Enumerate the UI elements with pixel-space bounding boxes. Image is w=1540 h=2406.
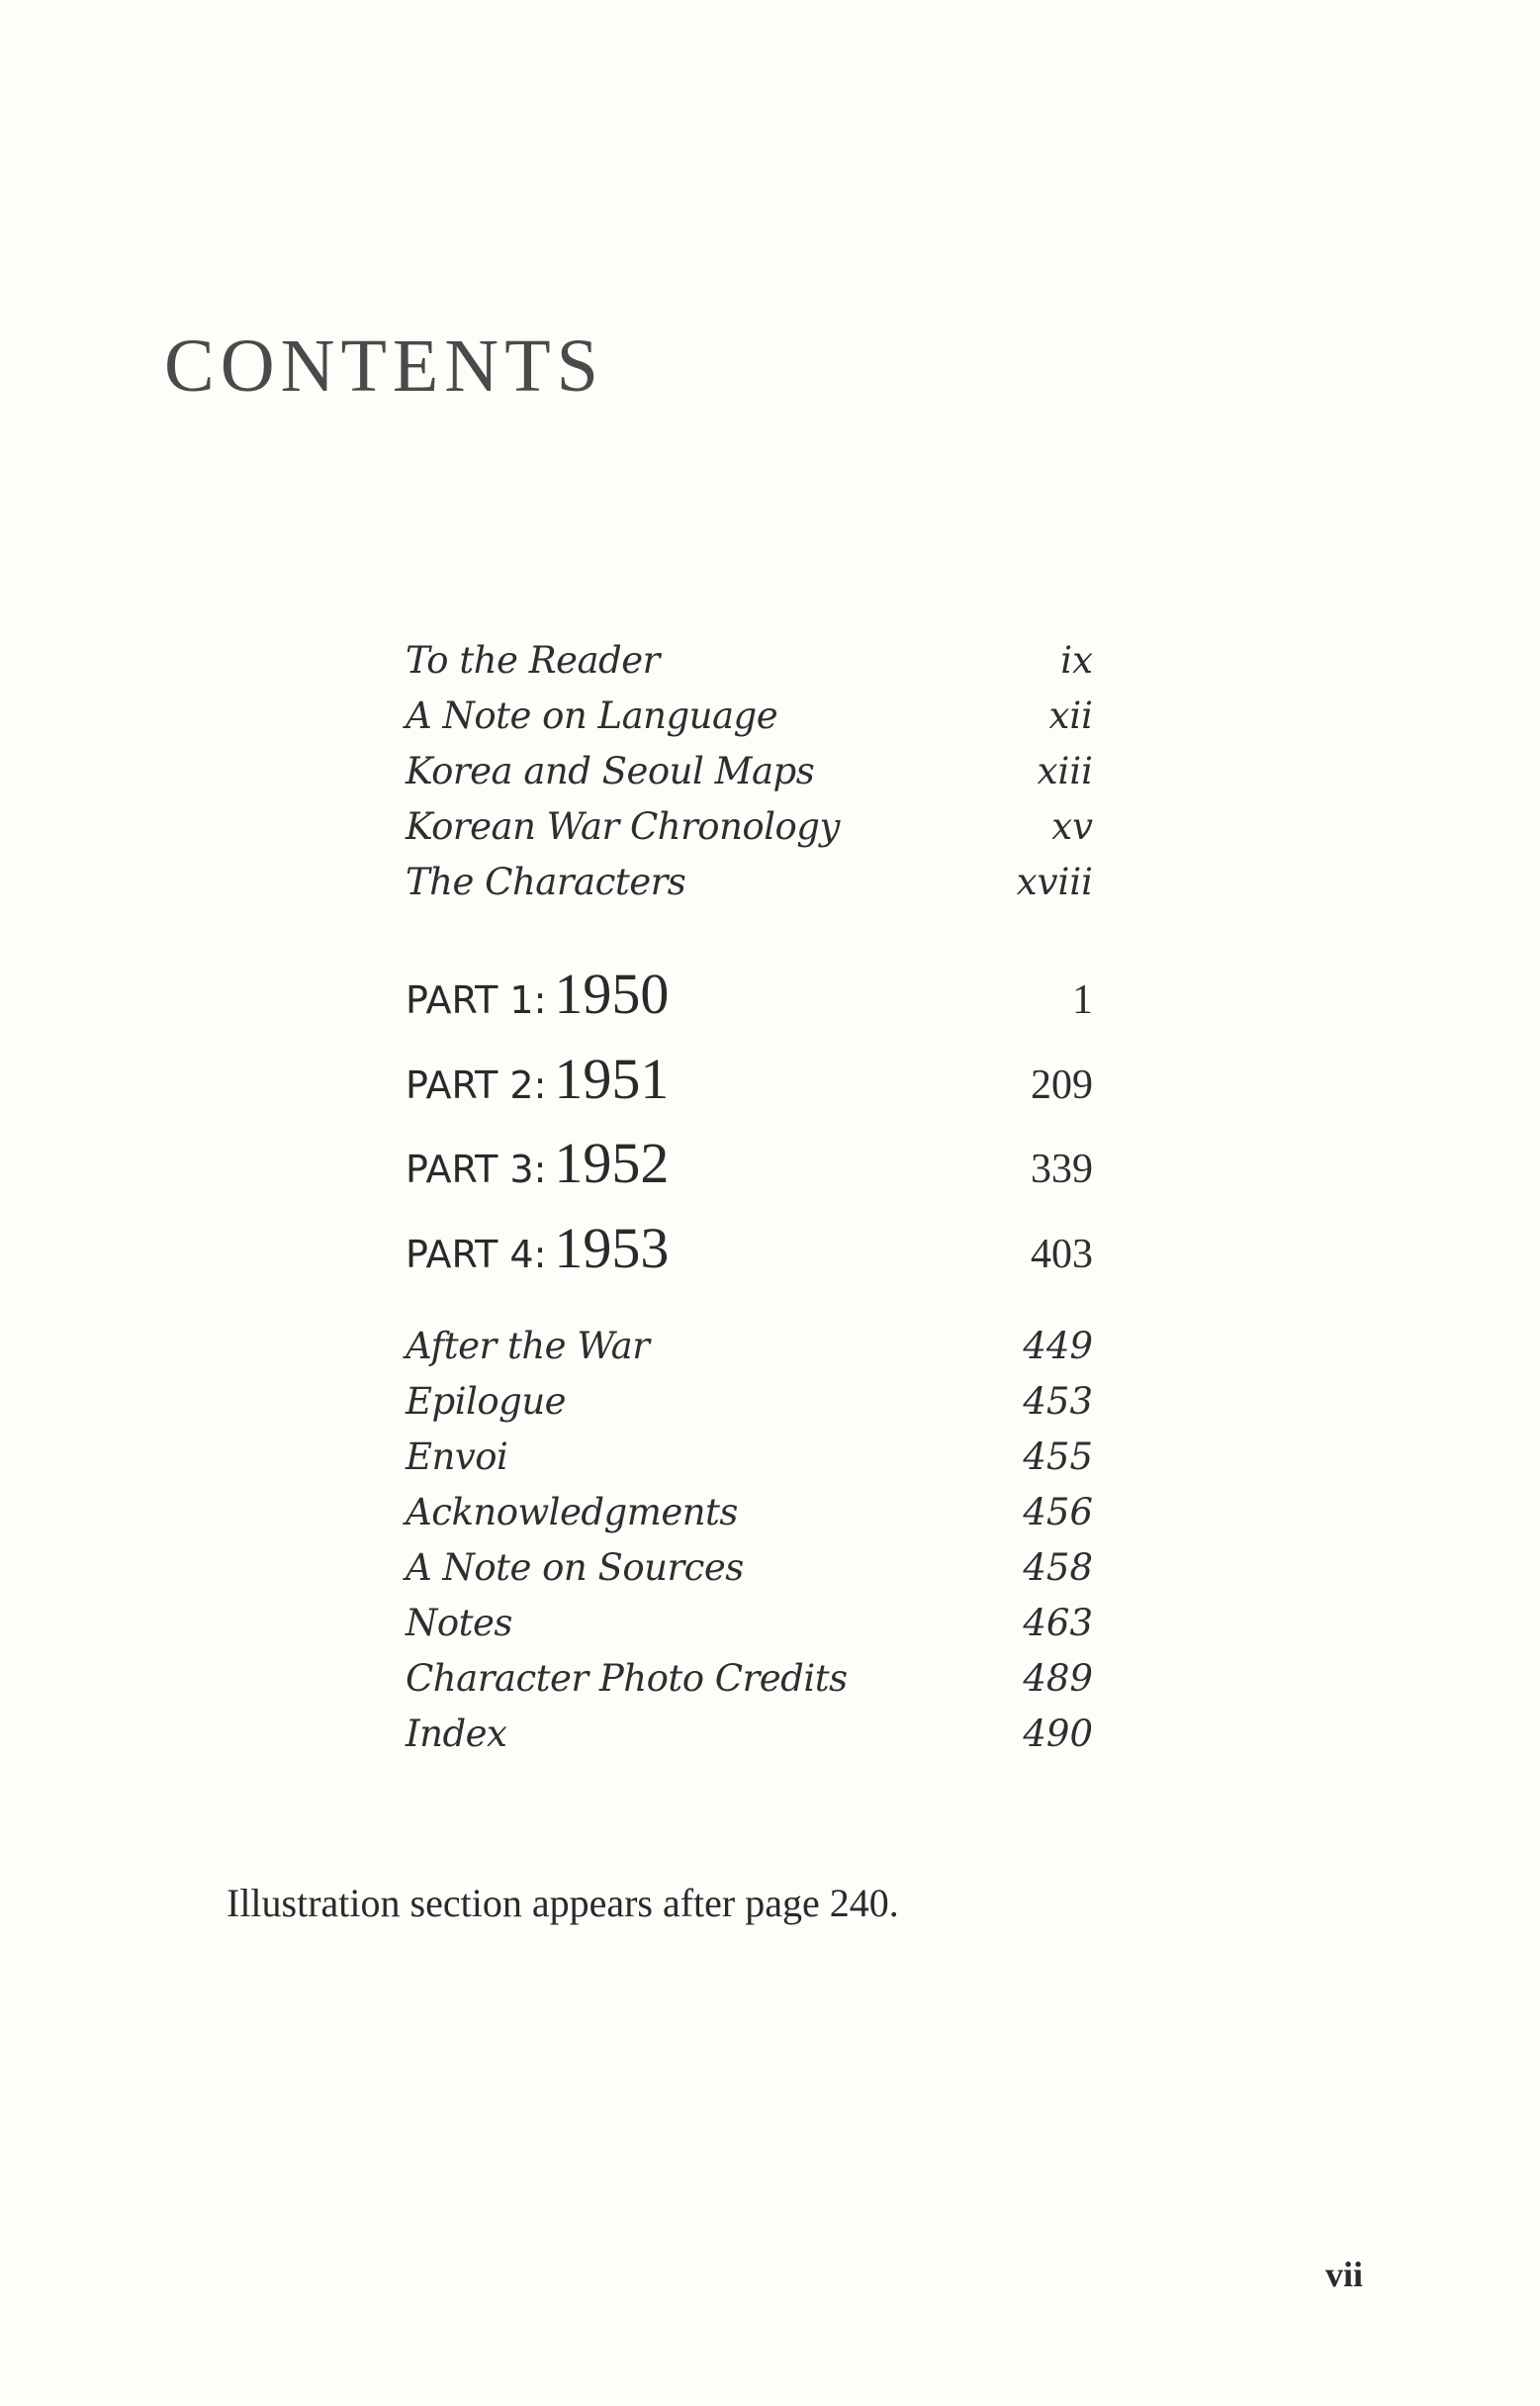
illustration-note: Illustration section appears after page 240. — [226, 1881, 899, 1925]
toc-entry-title: Acknowledgments — [406, 1491, 738, 1533]
page-title: CONTENTS — [164, 324, 604, 408]
part-label: PART 4: — [406, 1232, 547, 1276]
toc-entry-page: 489 — [1023, 1657, 1093, 1700]
toc-entry-title: Index — [406, 1712, 507, 1755]
part-page: 339 — [1031, 1147, 1093, 1192]
toc-entry[interactable] — [406, 1319, 1093, 1374]
toc-front-matter — [406, 633, 1093, 910]
toc-entry-page: xv — [1051, 805, 1093, 848]
toc-entry-title: Notes — [406, 1602, 512, 1644]
toc-entry-page: xiii — [1037, 750, 1093, 792]
toc-entry[interactable] — [406, 1374, 1093, 1430]
toc-part[interactable] — [406, 952, 1093, 1037]
toc-entry-title: The Characters — [406, 861, 686, 903]
part-label: PART 2: — [406, 1063, 547, 1107]
toc-entry-title: Korean War Chronology — [406, 805, 840, 848]
toc-part[interactable] — [406, 1037, 1093, 1122]
toc-entry-title: Envoi — [406, 1435, 508, 1478]
toc-entry[interactable] — [406, 799, 1093, 855]
toc-entry-page: xviii — [1016, 861, 1093, 903]
toc-entry-title: After the War — [406, 1325, 650, 1367]
part-year: 1952 — [554, 1131, 670, 1195]
toc-entry-page: 463 — [1023, 1602, 1093, 1644]
part-page: 209 — [1031, 1062, 1093, 1108]
toc-entry-title: Epilogue — [406, 1380, 567, 1423]
toc-entry[interactable] — [406, 744, 1093, 799]
toc-entry-page: 455 — [1023, 1435, 1093, 1478]
toc-entry-title: A Note on Language — [406, 694, 778, 737]
toc-entry[interactable] — [406, 689, 1093, 744]
toc-entry-title: A Note on Sources — [406, 1546, 744, 1589]
page-number: vii — [1325, 2255, 1364, 2294]
part-label: PART 1: — [406, 978, 547, 1022]
toc-entry-title: Character Photo Credits — [406, 1657, 848, 1700]
part-page: 1 — [1072, 977, 1093, 1023]
part-year: 1950 — [554, 962, 670, 1026]
toc-entry-page: 449 — [1023, 1325, 1093, 1367]
part-year: 1951 — [554, 1046, 670, 1111]
toc-entry-page: ix — [1060, 639, 1093, 682]
part-page: 403 — [1031, 1231, 1093, 1277]
toc-parts — [406, 952, 1093, 1290]
toc-entry[interactable] — [406, 633, 1093, 689]
toc-entry[interactable] — [406, 1430, 1093, 1485]
toc-entry-page: xii — [1048, 694, 1093, 737]
part-year: 1953 — [554, 1215, 670, 1280]
toc-back-matter — [406, 1319, 1093, 1762]
toc-entry-page: 453 — [1023, 1380, 1093, 1423]
toc-entry-page: 458 — [1023, 1546, 1093, 1589]
toc-part[interactable] — [406, 1121, 1093, 1206]
toc-entry-page: 456 — [1023, 1491, 1093, 1533]
toc-entry[interactable] — [406, 855, 1093, 910]
toc-entry[interactable] — [406, 1485, 1093, 1540]
part-label: PART 3: — [406, 1148, 547, 1191]
toc-entry[interactable] — [406, 1651, 1093, 1707]
toc-entry[interactable] — [406, 1540, 1093, 1596]
toc-entry-title: Korea and Seoul Maps — [406, 750, 815, 792]
toc-entry[interactable] — [406, 1707, 1093, 1762]
toc-part[interactable] — [406, 1206, 1093, 1291]
toc-entry-title: To the Reader — [406, 639, 660, 682]
toc-entry-page: 490 — [1023, 1712, 1093, 1755]
toc-entry[interactable] — [406, 1596, 1093, 1651]
